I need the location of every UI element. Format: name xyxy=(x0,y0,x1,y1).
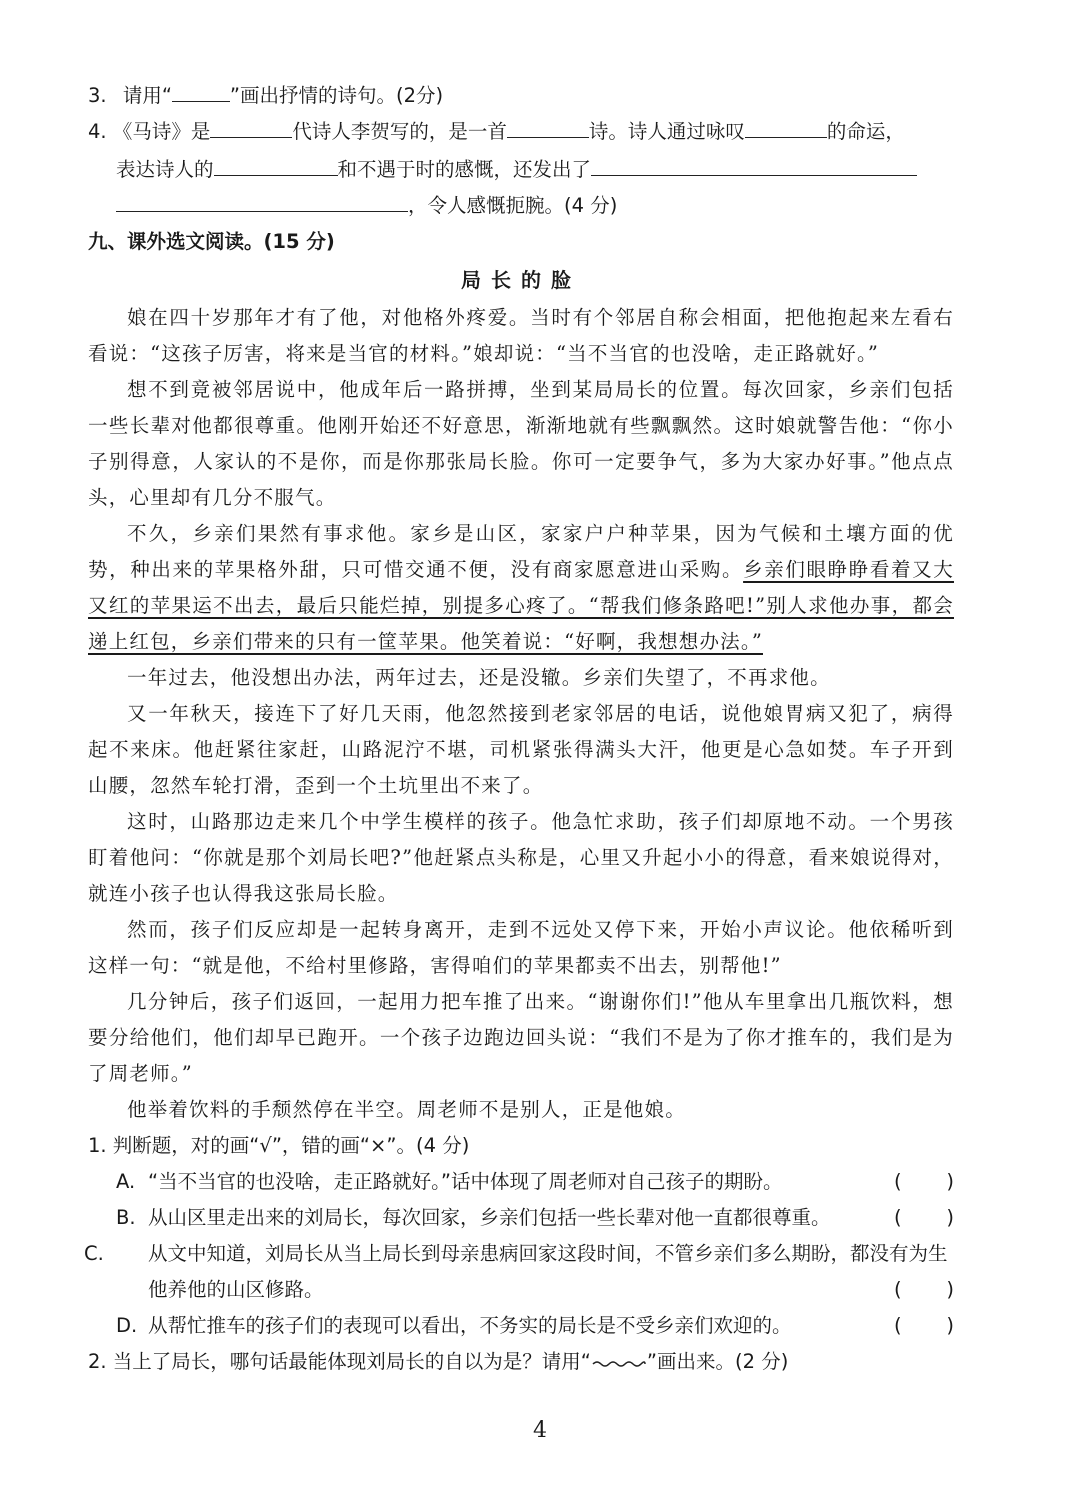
question-3 xyxy=(88,78,954,114)
article-paragraph-6: 这时，山路那边走来几个中学生模样的孩子。他急忙求助，孩子们却原地不动。一个男孩盯着他问：“你就是那个刘局长吧?”他赶紧点头称是，心里又升起小小的得意，看来娘说得对，就连小孩子也认得我这张局长脸。 xyxy=(88,810,954,905)
article-paragraph-2: 想不到竟被邻居说中，他成年后一路拼搏，坐到某局局长的位置。每次回家，乡亲们包括一些长辈对他都很尊重。他刚开始还不好意思，渐渐地就有些飘飘然。这时娘就警告他：“你小子别得意，人家认的不是你，而是你那张局长脸。你可一定要争气，多为大家办好事。”他点点头，心里却有几分不服气。 xyxy=(88,378,954,509)
judgment-item-d-answer[interactable] xyxy=(894,1308,954,1344)
judgment-item-b xyxy=(88,1200,954,1236)
wavy-line-icon xyxy=(591,1354,647,1368)
question-4-blank-dynasty[interactable] xyxy=(210,115,292,138)
question-4-line-3 xyxy=(88,188,954,224)
exam-page xyxy=(84,78,954,1380)
question-4-line-2 xyxy=(88,152,954,188)
question-4-number: 4. xyxy=(88,120,107,143)
judgment-item-d-text: 从帮忙推车的孩子们的表现可以看出，不务实的局长是不受乡亲们欢迎的。 xyxy=(148,1314,792,1337)
article-title: 局长的脸 xyxy=(461,268,581,292)
question-3-post: ”画出抒情的诗句。(2分) xyxy=(229,84,444,107)
article-paragraph-3 xyxy=(88,516,954,660)
question-4-text-a: 《马诗》是 xyxy=(112,120,211,143)
question-3-pre: 请用“ xyxy=(122,84,172,107)
judgment-item-c-label: C. xyxy=(84,1242,104,1265)
question-4-text-d: 的命运， xyxy=(826,120,905,143)
question-4-text-e: 表达诗人的 xyxy=(116,158,214,181)
judgment-item-a-text: “当不当官的也没啥，走正路就好。”话中体现了周老师对自己孩子的期盼。 xyxy=(148,1170,783,1193)
judgment-question-stem: 1. 判断题，对的画“√”，错的画“×”。(4 分) xyxy=(88,1134,470,1157)
article-underlined-sentence: 乡亲们眼睁睁看着又大又红的苹果运不出去，最后只能烂掉，别提多心疼了。“帮我们修条路吧!”别人求他办事，都会递上红包，乡亲们带来的只有一筐苹果。他笑着说：“好啊，我想想办法。” xyxy=(88,558,954,653)
question-4-text-g: ，令人感慨扼腕。(4 分) xyxy=(408,194,618,217)
paren-close: ) xyxy=(946,1278,954,1301)
paren-open: ( xyxy=(894,1314,902,1337)
article-paragraph-1: 娘在四十岁那年才有了他，对他格外疼爱。当时有个邻居自称会相面，把他抱起来左看右看说：“这孩子厉害，将来是当官的材料。”娘却说：“当不当官的也没啥，走正路就好。” xyxy=(88,306,954,365)
judgment-item-a-label: A. xyxy=(116,1170,136,1193)
judgment-item-a xyxy=(88,1164,954,1200)
paren-close: ) xyxy=(946,1170,954,1193)
question-4-text-c: 诗。诗人通过咏叹 xyxy=(588,120,745,143)
question-4-blank-emotion[interactable] xyxy=(214,153,338,176)
question-4-blank-quote-1[interactable] xyxy=(591,153,917,176)
paren-close: ) xyxy=(946,1206,954,1229)
article-paragraph-8: 几分钟后，孩子们返回，一起用力把车推了出来。“谢谢你们!”他从车里拿出几瓶饮料，想要分给他们，他们却早已跑开。一个孩子边跑边回头说：“我们不是为了你才推车的，我们是为了周老师。” xyxy=(88,990,954,1085)
article-paragraph-9: 他举着饮料的手颓然停在半空。周老师不是别人，正是他娘。 xyxy=(127,1098,686,1121)
question-4-blank-quote-2[interactable] xyxy=(116,189,408,212)
article-paragraph-3-plain: 不久，乡亲们果然有事求他。家乡是山区，家家户户种苹果，因为气候和土壤方面的优势，种出来的苹果格外甜，只可惜交通不便，没有商家愿意进山采购。 xyxy=(88,522,954,581)
question-2-post: ”画出来。(2 分) xyxy=(646,1350,789,1373)
paren-open: ( xyxy=(894,1170,902,1193)
judgment-item-b-answer[interactable] xyxy=(894,1200,954,1236)
section-heading: 九、课外选文阅读。(15 分) xyxy=(88,230,335,253)
question-3-number: 3. xyxy=(88,84,107,107)
judgment-item-b-text: 从山区里走出来的刘局长，每次回家，乡亲们包括一些长辈对他一直都很尊重。 xyxy=(148,1206,831,1229)
paren-open: ( xyxy=(894,1206,902,1229)
page-number: 4 xyxy=(533,1418,547,1443)
judgment-item-c-text: 从文中知道，刘局长从当上局长到母亲患病回家这段时间，不管乡亲们多么期盼，都没有为生他养他的山区修路。 xyxy=(148,1242,948,1301)
question-4-blank-poem-type[interactable] xyxy=(507,115,589,138)
article-paragraph-4: 一年过去，他没想出办法，两年过去，还是没辙。乡亲们失望了，不再求他。 xyxy=(127,666,831,689)
question-4-text-f: 和不遇于时的感慨，还发出了 xyxy=(337,158,592,181)
judgment-item-c xyxy=(84,1236,954,1308)
question-3-blank[interactable] xyxy=(172,79,230,102)
judgment-item-d xyxy=(88,1308,954,1344)
judgment-item-c-answer[interactable] xyxy=(894,1272,954,1308)
paren-close: ) xyxy=(946,1314,954,1337)
paren-open: ( xyxy=(894,1278,902,1301)
judgment-item-b-label: B. xyxy=(116,1206,136,1229)
question-2-pre: 2. 当上了局长，哪句话最能体现刘局长的自以为是？请用“ xyxy=(88,1350,591,1373)
judgment-item-d-label: D. xyxy=(116,1314,138,1337)
article-paragraph-5: 又一年秋天，接连下了好几天雨，他忽然接到老家邻居的电话，说他娘胃病又犯了，病得起不来床。他赶紧往家赶，山路泥泞不堪，司机紧张得满头大汗，他更是心急如焚。车子开到山腰，忽然车轮打滑，歪到一个土坑里出不来了。 xyxy=(88,702,954,797)
question-4-line-1 xyxy=(88,114,954,152)
question-4-blank-subject[interactable] xyxy=(745,115,827,138)
article-paragraph-7: 然而，孩子们反应却是一起转身离开，走到不远处又停下来，开始小声议论。他依稀听到这样一句：“就是他，不给村里修路，害得咱们的苹果都卖不出去，别帮他!” xyxy=(88,918,954,977)
question-4-text-b: 代诗人李贺写的，是一首 xyxy=(292,120,507,143)
judgment-item-a-answer[interactable] xyxy=(894,1164,954,1200)
question-2-wavy xyxy=(88,1344,954,1380)
